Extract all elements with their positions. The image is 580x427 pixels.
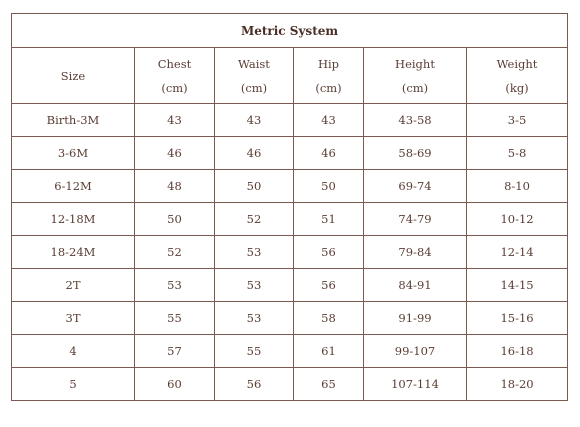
cell-weight: 14-15 <box>467 269 568 302</box>
header-height-label: Height <box>395 56 435 71</box>
cell-height: 74-79 <box>364 203 467 236</box>
cell-hip: 61 <box>294 335 364 368</box>
cell-size: 18-24M <box>12 236 135 269</box>
table-row <box>12 368 568 401</box>
cell-waist: 46 <box>215 137 294 170</box>
cell-size: 2T <box>12 269 135 302</box>
cell-chest: 55 <box>135 302 215 335</box>
table-row <box>12 137 568 170</box>
cell-weight: 16-18 <box>467 335 568 368</box>
cell-waist: 53 <box>215 302 294 335</box>
cell-weight: 5-8 <box>467 137 568 170</box>
header-size-label: Size <box>60 68 86 83</box>
cell-hip: 56 <box>294 269 364 302</box>
cell-chest: 43 <box>135 104 215 137</box>
cell-size: 5 <box>12 368 135 401</box>
cell-hip: 56 <box>294 236 364 269</box>
header-weight-label: Weight <box>496 56 538 71</box>
header-size <box>12 48 135 104</box>
cell-chest: 57 <box>135 335 215 368</box>
cell-weight: 8-10 <box>467 170 568 203</box>
header-weight <box>467 48 568 104</box>
cell-size: 6-12M <box>12 170 135 203</box>
cell-height: 91-99 <box>364 302 467 335</box>
size-chart-table <box>11 13 568 401</box>
table-title: Metric System <box>12 14 568 48</box>
cell-chest: 46 <box>135 137 215 170</box>
table-row <box>12 302 568 335</box>
header-chest-unit: (cm) <box>161 80 188 95</box>
cell-weight: 3-5 <box>467 104 568 137</box>
table-row <box>12 236 568 269</box>
cell-waist: 52 <box>215 203 294 236</box>
cell-weight: 18-20 <box>467 368 568 401</box>
header-waist <box>215 48 294 104</box>
cell-waist: 53 <box>215 269 294 302</box>
cell-weight: 15-16 <box>467 302 568 335</box>
cell-chest: 60 <box>135 368 215 401</box>
table-row <box>12 269 568 302</box>
cell-height: 99-107 <box>364 335 467 368</box>
header-waist-label: Waist <box>238 56 270 71</box>
cell-size: 4 <box>12 335 135 368</box>
header-height <box>364 48 467 104</box>
cell-waist: 53 <box>215 236 294 269</box>
header-hip <box>294 48 364 104</box>
header-chest <box>135 48 215 104</box>
cell-hip: 46 <box>294 137 364 170</box>
cell-height: 84-91 <box>364 269 467 302</box>
cell-size: 12-18M <box>12 203 135 236</box>
cell-height: 69-74 <box>364 170 467 203</box>
title-row <box>12 14 568 48</box>
header-hip-unit: (cm) <box>315 80 342 95</box>
cell-chest: 52 <box>135 236 215 269</box>
cell-height: 107-114 <box>364 368 467 401</box>
header-chest-label: Chest <box>157 56 192 71</box>
cell-size: Birth-3M <box>12 104 135 137</box>
cell-weight: 10-12 <box>467 203 568 236</box>
header-hip-label: Hip <box>317 56 340 71</box>
cell-hip: 43 <box>294 104 364 137</box>
cell-chest: 53 <box>135 269 215 302</box>
cell-waist: 50 <box>215 170 294 203</box>
cell-chest: 50 <box>135 203 215 236</box>
cell-size: 3-6M <box>12 137 135 170</box>
header-row <box>12 48 568 104</box>
cell-hip: 65 <box>294 368 364 401</box>
cell-hip: 50 <box>294 170 364 203</box>
table-row <box>12 335 568 368</box>
cell-height: 79-84 <box>364 236 467 269</box>
header-weight-unit: (kg) <box>505 80 529 95</box>
cell-size: 3T <box>12 302 135 335</box>
table-row <box>12 203 568 236</box>
cell-hip: 58 <box>294 302 364 335</box>
table-row <box>12 170 568 203</box>
cell-waist: 55 <box>215 335 294 368</box>
cell-waist: 56 <box>215 368 294 401</box>
cell-hip: 51 <box>294 203 364 236</box>
cell-height: 43-58 <box>364 104 467 137</box>
header-waist-unit: (cm) <box>240 80 268 95</box>
cell-weight: 12-14 <box>467 236 568 269</box>
cell-height: 58-69 <box>364 137 467 170</box>
cell-waist: 43 <box>215 104 294 137</box>
cell-chest: 48 <box>135 170 215 203</box>
header-height-unit: (cm) <box>401 80 429 95</box>
table-row <box>12 104 568 137</box>
